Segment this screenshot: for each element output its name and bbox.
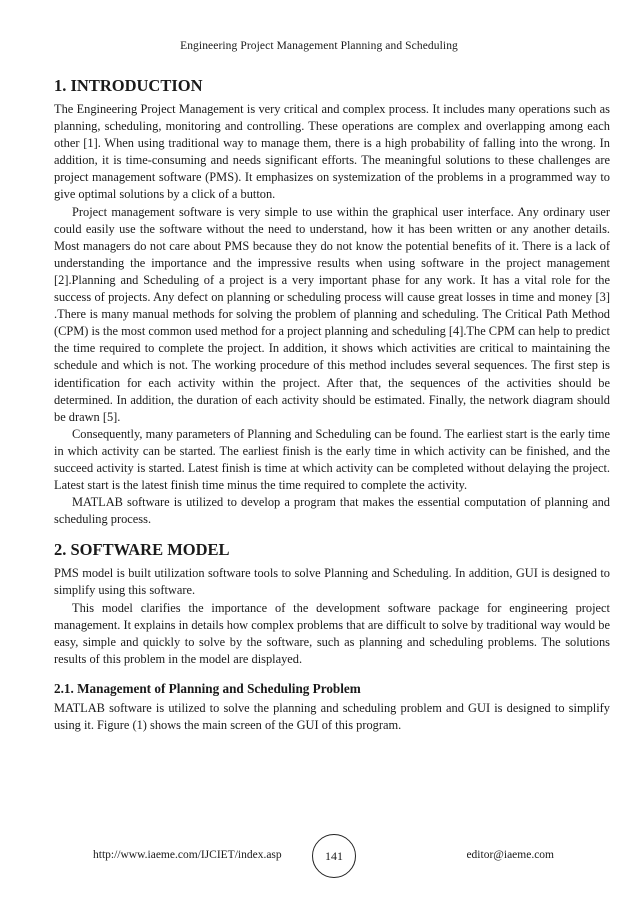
- paragraph: PMS model is built utilization software tools to solve Planning and Scheduling. In addition, GUI is designed to simplify using this software.: [54, 566, 610, 598]
- section-heading-introduction: 1. INTRODUCTION: [54, 76, 203, 95]
- page-footer: [0, 834, 638, 874]
- running-header: Engineering Project Management Planning and Scheduling: [180, 40, 458, 52]
- paragraph: MATLAB software is utilized to solve the planning and scheduling problem and GUI is designed to simplify using it. Figure (1) shows the main screen of the GUI of this program.: [54, 700, 610, 732]
- page-number-badge: 141: [312, 834, 356, 878]
- footer-url-link[interactable]: http://www.iaeme.com/IJCIET/index.asp: [93, 849, 282, 861]
- article-body: [54, 76, 610, 734]
- section-heading-software-model: 2. SOFTWARE MODEL: [54, 540, 230, 560]
- paragraph: The Engineering Project Management is very critical and complex process. It includes many operations such as planning, scheduling, monitoring and controlling. These operations are complex and overlapping among each other [1]. When using traditional way to manage them, there is a high probability of falling into the wrong. In addition, it is time-consuming and needs significant efforts. The meaningful solutions to these challenges are project management software (PMS). It emphasizes on systemization of the problems in a programmed way to give optimal solutions by a click of a button.: [54, 102, 610, 202]
- subsection-heading-management: 2.1. Management of Planning and Scheduling Problem: [54, 680, 361, 696]
- paragraph: MATLAB software is utilized to develop a program that makes the essential computation of planning and scheduling process.: [54, 495, 610, 527]
- paragraph: Consequently, many parameters of Planning and Scheduling can be found. The earliest start is the early time in which activity can be started. The earliest finish is the early time in which activity can be finished, and the succeed activity is started. Latest finish is time at which activity can be completed without delaying the project. Latest start is the latest finish time minus the time required to complete the activity.: [54, 426, 610, 493]
- footer-email-link[interactable]: editor@iaeme.com: [466, 849, 554, 861]
- paragraph: Project management software is very simple to use within the graphical user interface. Any ordinary user could easily use the software without the need to understand, how it has been written or any another details. Most managers do not care about PMS because they do not know the potential benefits of it. There is a lack of understanding the importance and the impressive results when using software in the project management [2].Planning and Scheduling of a project is a very important phase for any work. It has a vital role for the success of projects. Any defect on planning or scheduling process will cause great losses in time and money [3] .There is many manual methods for solving the problem of planning and scheduling. The Critical Path Method (CPM) is the most common used method for a project planning and scheduling [4].The CPM can help to predict the time required to complete the project. In addition, it shows which activities are critical to maintaining the schedule and which is not. The working procedure of this method includes several sequences. The first step is identification for each activity within the project. After that, the sequences of the activities should be determined. In addition, the duration of each activity should be estimated. Finally, the network diagram should be drawn [5].: [54, 204, 610, 424]
- paragraph: This model clarifies the importance of the development software package for engineering project management. It explains in details how complex problems that are difficult to solve by traditional way would be easy, simple and quickly to solve by the software, such as planning and scheduling problems. The solutions results of this problem in the model are displayed.: [54, 600, 610, 666]
